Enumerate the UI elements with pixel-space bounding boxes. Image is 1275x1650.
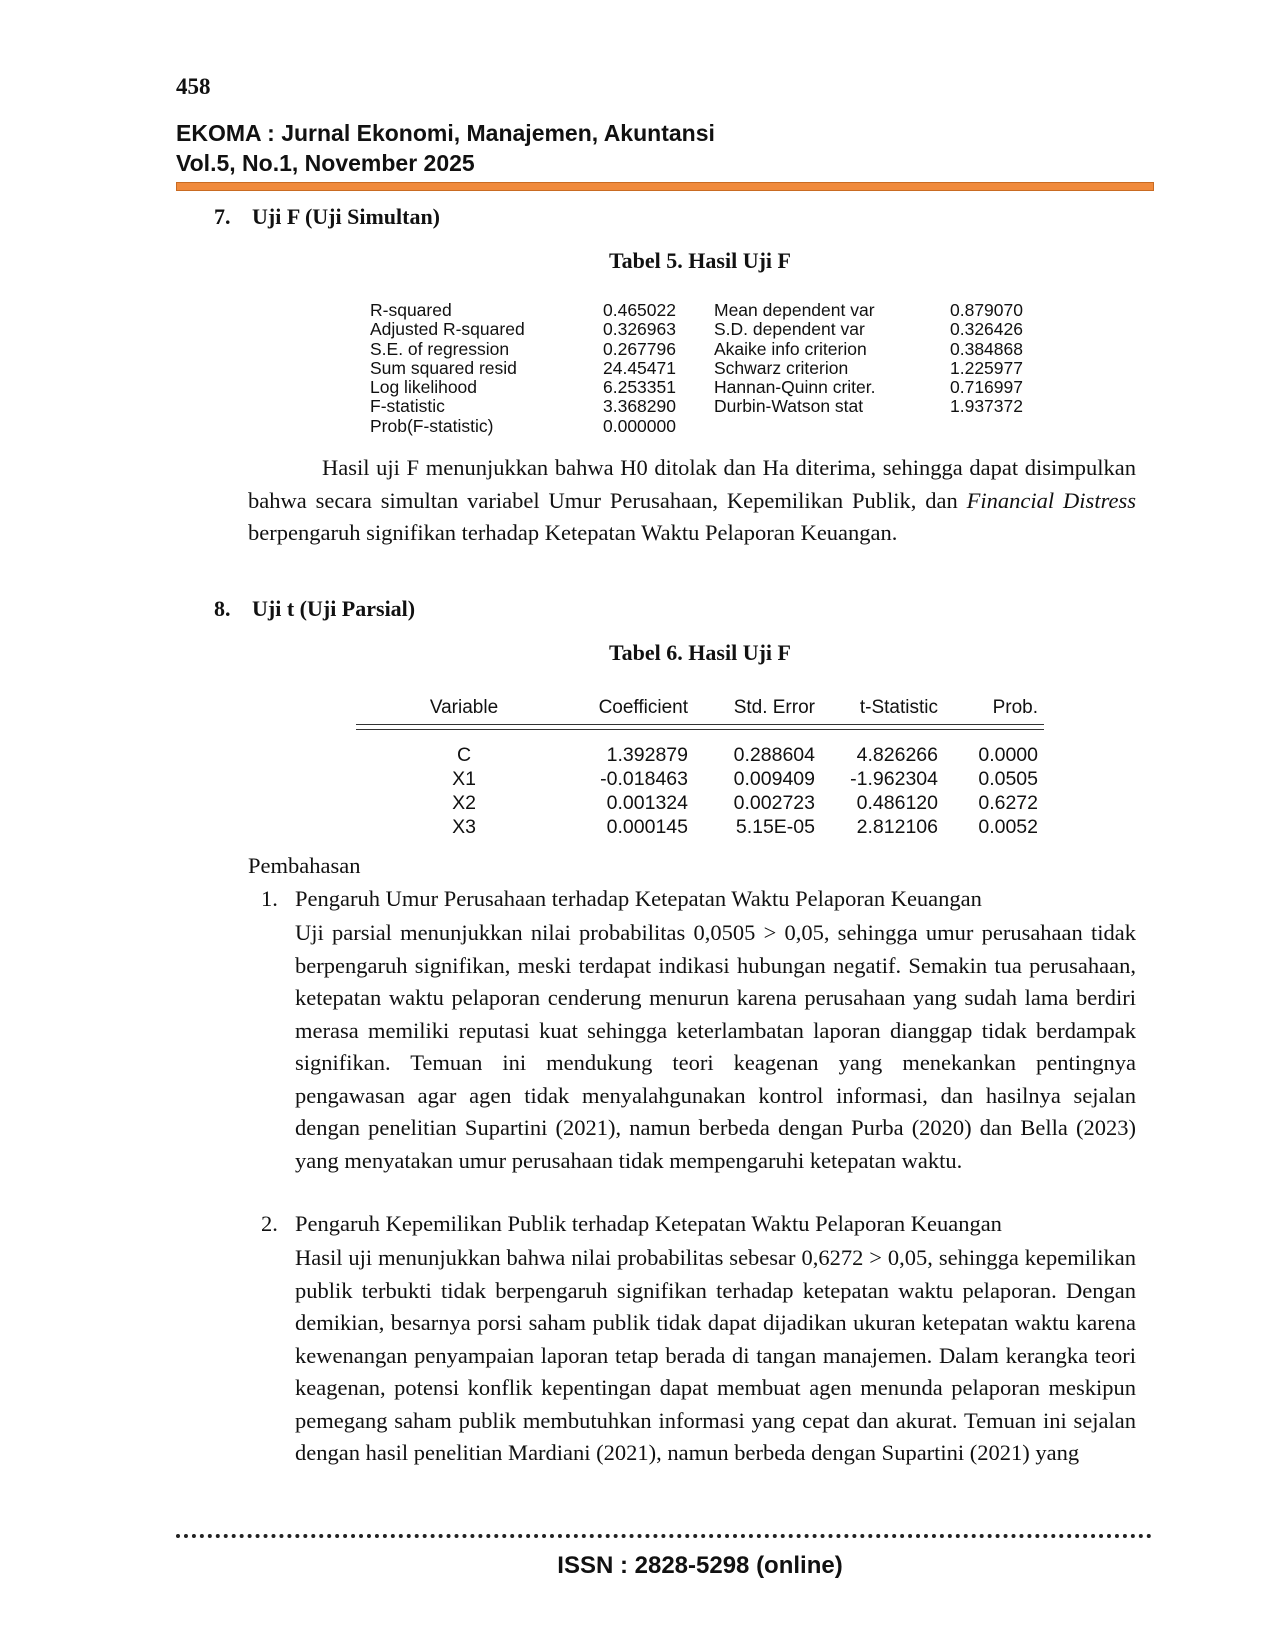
cell-t-statistic: 2.812106 [856, 816, 938, 838]
footer-dotted-rule [176, 1534, 1152, 1538]
discussion-heading: Pembahasan [248, 853, 361, 878]
issn-footer: ISSN : 2828-5298 (online) [557, 1552, 843, 1579]
journal-volume: Vol.5, No.1, November 2025 [176, 150, 475, 176]
stat-value: 3.368290 [603, 396, 676, 417]
discussion-item-title: Pengaruh Umur Perusahaan terhadap Ketepatan Waktu Pelaporan Keuangan [295, 886, 982, 911]
stat-value: 0.000000 [603, 415, 676, 436]
stat-label: Akaike info criterion [714, 338, 867, 359]
header-rule [176, 182, 1154, 191]
cell-t-statistic: 0.486120 [856, 792, 938, 814]
stat-label: Sum squared resid [370, 357, 517, 378]
cell-coefficient: -0.018463 [600, 768, 688, 790]
paragraph-text: Uji parsial menunjukkan nilai probabilitas 0,0505 > 0,05, sehingga umur perusahaan tidak berpengaruh signifikan, meski terdapat indikasi hubungan negatif. Semakin tua perusahaan, ketepatan waktu pelaporan cenderung menurun karena perusahaan yang sudah lama berdiri merasa memiliki reputasi kuat sehingga keterlambatan laporan dianggap tidak berdampak signifikan. Temuan ini mendukung teori keagenan yang menekankan pentingnya pengawasan agar agen tidak menyalahgunakan kontrol informasi, dan hasilnya sejalan dengan penelitian Supartini (2021), namun berbeda dengan Purba (2020) dan Bella (2023) yang menyatakan umur perusahaan tidak mempengaruhi ketepatan waktu. [295, 920, 1136, 1173]
stat-value: 24.45471 [603, 357, 676, 378]
stat-value: 0.716997 [950, 377, 1023, 398]
cell-variable: X2 [452, 792, 476, 814]
cell-coefficient: 0.001324 [606, 792, 688, 814]
section-number: 7. [214, 204, 231, 229]
paragraph-text: berpengaruh signifikan terhadap Ketepatan Waktu Pelaporan Keuangan. [248, 520, 898, 545]
section-heading-8 [214, 596, 415, 622]
stat-label: S.E. of regression [370, 338, 510, 359]
table-5-caption: Tabel 5. Hasil Uji F [609, 248, 791, 273]
stat-value: 1.937372 [950, 396, 1023, 417]
stat-value: 0.326426 [950, 319, 1023, 340]
discussion-item-text [295, 917, 1136, 1177]
stat-label: Adjusted R-squared [370, 319, 525, 340]
cell-std-error: 0.009409 [733, 768, 815, 790]
discussion-item-text [295, 1242, 1136, 1470]
list-number: 1. [261, 886, 278, 911]
page-number: 458 [176, 74, 211, 99]
column-header: t-Statistic [859, 697, 938, 718]
stat-label: R-squared [370, 300, 452, 320]
discussion-item-title: Pengaruh Kepemilikan Publik terhadap Ketepatan Waktu Pelaporan Keuangan [295, 1211, 1002, 1236]
cell-variable: X1 [452, 768, 476, 790]
cell-prob: 0.0000 [978, 744, 1038, 766]
italic-term: Financial Distress [966, 487, 1136, 513]
stat-label: Mean dependent var [714, 300, 875, 320]
stat-value: 6.253351 [603, 377, 676, 398]
column-header: Variable [429, 697, 499, 718]
stat-value: 0.267796 [603, 338, 676, 359]
stat-value: 0.879070 [950, 300, 1023, 320]
section-title: Uji t (Uji Parsial) [252, 596, 416, 621]
stat-label: Durbin-Watson stat [714, 396, 864, 417]
paragraph-text: Hasil uji menunjukkan bahwa nilai probabilitas sebesar 0,6272 > 0,05, sehingga kepemilikan publik terbukti tidak berpengaruh signifikan terhadap ketepatan waktu pelaporan. Dengan demikian, besarnya porsi saham publik tidak dapat dijadikan ukuran ketepatan waktu karena kewenangan penyampaian laporan tetap berada di tangan manajemen. Dalam kerangka teori keagenan, potensi konflik kepentingan dapat membuat agen menunda pelaporan meskipun pemegang saham publik membutuhkan informasi yang cepat dan akurat. Temuan ini sejalan dengan hasil penelitian Mardiani (2021), namun berbeda dengan Supartini (2021) yang [295, 1245, 1136, 1465]
cell-t-statistic: 4.826266 [856, 744, 938, 766]
stat-value: 1.225977 [950, 357, 1023, 378]
column-header: Std. Error [733, 697, 815, 718]
cell-coefficient: 0.000145 [606, 816, 688, 838]
list-number: 2. [261, 1211, 278, 1236]
stat-value: 0.465022 [603, 300, 676, 320]
cell-prob: 0.6272 [978, 792, 1038, 814]
paragraph-text: Hasil uji F menunjukkan bahwa H0 ditolak dan Ha diterima, sehingga dapat disimpulkan bahwa secara simultan variabel Umur Perusahaan, Kepemilikan Publik, dan [248, 455, 1136, 513]
column-header: Coefficient [598, 697, 688, 718]
section-number: 8. [214, 596, 231, 621]
cell-variable: C [456, 744, 472, 766]
cell-t-statistic: -1.962304 [850, 768, 938, 790]
stat-value: 0.384868 [950, 338, 1023, 359]
cell-prob: 0.0052 [978, 816, 1038, 838]
cell-coefficient: 1.392879 [606, 744, 688, 766]
section-7-paragraph [248, 452, 1136, 550]
section-heading-7 [214, 204, 440, 230]
table-rule [356, 724, 1044, 725]
stat-label: Schwarz criterion [714, 357, 849, 378]
stat-label: S.D. dependent var [714, 319, 865, 340]
column-header: Prob. [992, 697, 1038, 718]
journal-title: EKOMA : Jurnal Ekonomi, Manajemen, Akuntansi [176, 120, 715, 146]
cell-std-error: 5.15E-05 [735, 816, 815, 838]
cell-variable: X3 [452, 816, 476, 838]
stat-label: F-statistic [370, 396, 445, 417]
stat-value: 0.326963 [603, 319, 676, 340]
stat-label: Hannan-Quinn criter. [714, 377, 876, 398]
table-rule [356, 729, 1044, 730]
stat-label: Prob(F-statistic) [370, 415, 494, 436]
section-title: Uji F (Uji Simultan) [252, 204, 441, 229]
cell-prob: 0.0505 [978, 768, 1038, 790]
cell-std-error: 0.288604 [733, 744, 815, 766]
stat-label: Log likelihood [370, 377, 478, 398]
table-6-caption: Tabel 6. Hasil Uji F [609, 640, 791, 665]
cell-std-error: 0.002723 [733, 792, 815, 814]
